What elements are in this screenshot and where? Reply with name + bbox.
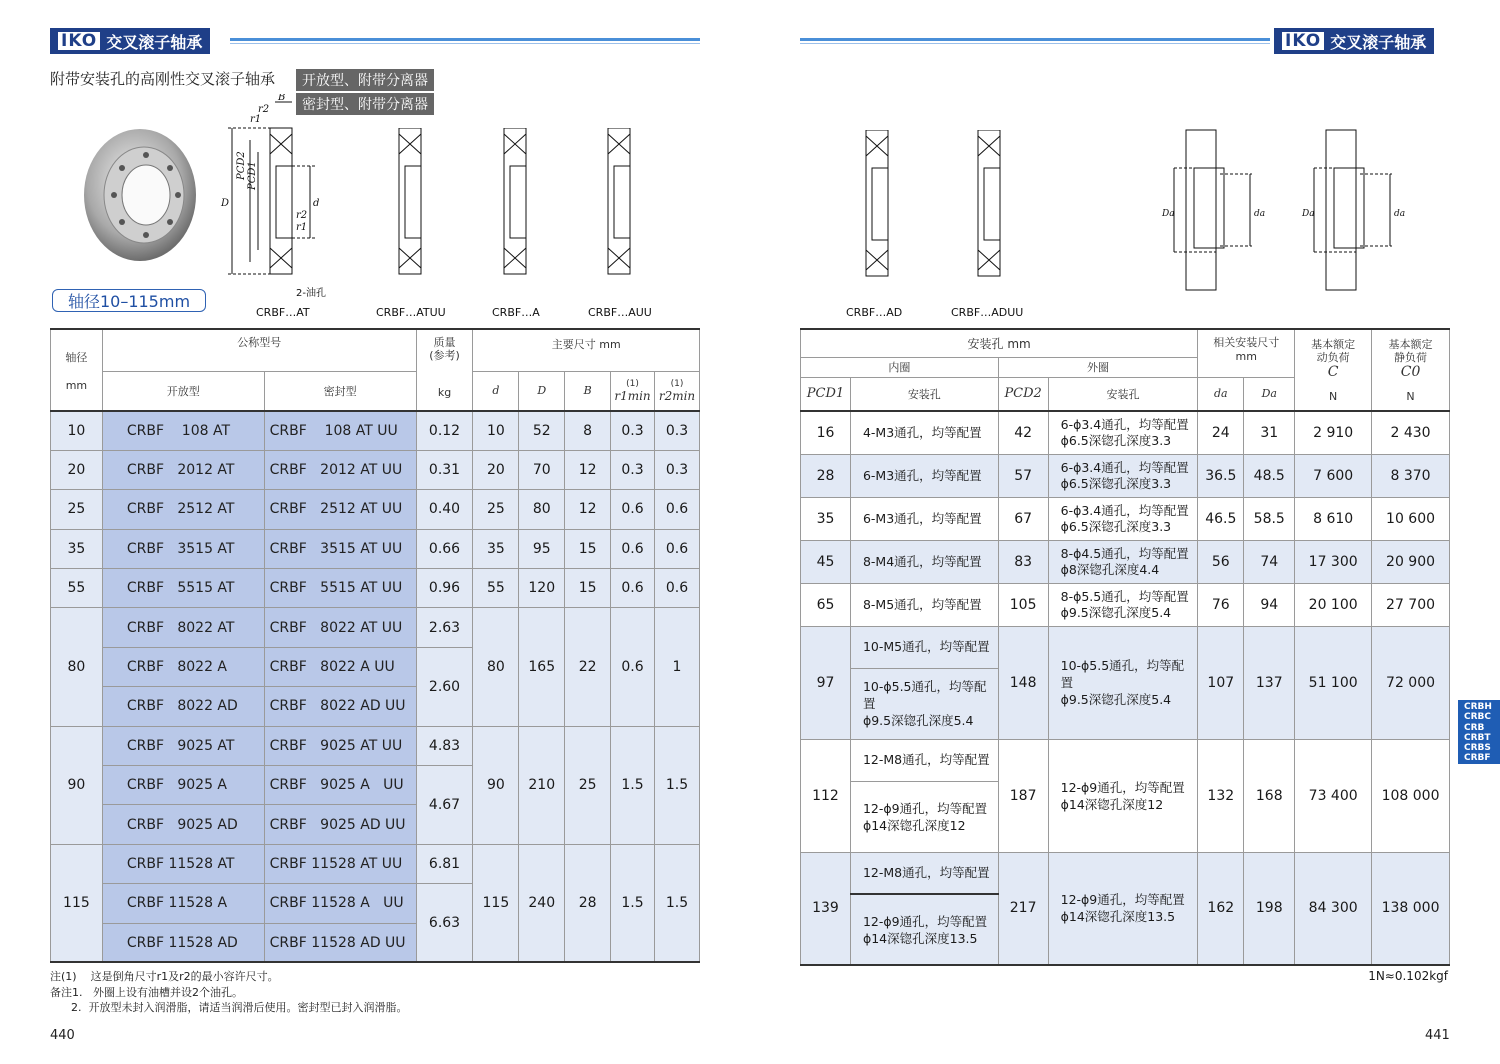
col-dynamic-load: 基本额定 动负荷 C N: [1295, 329, 1372, 411]
mass-cell: 0.40: [416, 490, 473, 529]
open-model-cell: CRBF 11528 A: [102, 884, 264, 923]
sealed-model-cell: CRBF 11528 AD UU: [264, 923, 416, 962]
col-B: B: [565, 371, 611, 411]
type-tag-open: 开放型、附带分离器: [296, 69, 434, 91]
product-category: 交叉滚子轴承: [106, 32, 203, 52]
dim-label-B: B: [278, 94, 286, 103]
pcd2-cell: 105: [998, 583, 1048, 626]
da-cell: 76: [1198, 583, 1244, 626]
col-dims-group: 主要尺寸 mm: [473, 329, 700, 371]
section-ad: [862, 130, 892, 280]
col-mount-group: 安装孔 mm: [801, 329, 1198, 357]
open-model-cell: CRBF 5515 AT: [102, 569, 264, 608]
caption-atuu: CRBF…ATUU: [376, 306, 446, 319]
footnote-1: 注(1) 这是倒角尺寸r1及r2的最小容许尺寸。: [50, 970, 279, 983]
D-cell: 95: [519, 529, 565, 568]
header-rule: [230, 38, 700, 41]
shaft-cell: 115: [51, 844, 103, 962]
dimensions-table: [50, 328, 700, 963]
mass-cell: 2.60: [416, 647, 473, 726]
mass-cell: 2.63: [416, 608, 473, 647]
r1-cell: 0.6: [611, 569, 655, 608]
pcd2-cell: 148: [998, 626, 1048, 739]
mass-cell: 6.63: [416, 884, 473, 963]
side-tab-item: CRBH: [1464, 702, 1492, 712]
d-cell: 10: [473, 411, 519, 450]
pcd1-cell: 16: [801, 411, 851, 454]
col-model-group: 公称型号: [102, 329, 416, 371]
mounting-diagram-1: [1160, 128, 1270, 294]
side-tab-item: CRBF: [1464, 753, 1491, 764]
col-open: 开放型: [102, 371, 264, 411]
bearing-photo: [80, 120, 200, 270]
Da-cell: 137: [1244, 626, 1295, 739]
brand-bar-right: [1274, 28, 1434, 54]
open-model-cell: CRBF 9025 AD: [102, 805, 264, 844]
B-cell: 12: [565, 450, 611, 489]
footnotes: [50, 969, 407, 1016]
outer-hole-cell: 8-ϕ4.5通孔，均等配置 ϕ8深锪孔深度4.4: [1048, 540, 1198, 583]
caption-ad: CRBF…AD: [846, 306, 903, 319]
caption-aduu: CRBF…ADUU: [951, 306, 1024, 319]
page-number-left: 440: [50, 1028, 75, 1043]
shaft-cell: 25: [51, 490, 103, 529]
inner-hole-cell: 12-ϕ9通孔，均等配置 ϕ14深锪孔深度12: [850, 781, 998, 852]
inner-hole-cell: 6-M3通孔，均等配置: [850, 454, 998, 497]
r2-cell: 0.6: [654, 490, 699, 529]
sealed-model-cell: CRBF 11528 AT UU: [264, 844, 416, 883]
B-cell: 28: [565, 844, 611, 962]
C0-cell: 72 000: [1372, 626, 1450, 739]
inner-hole-cell: 12-M8通孔，均等配置: [850, 739, 998, 781]
dim-label-r2: r2: [258, 104, 270, 115]
pcd2-cell: 83: [998, 540, 1048, 583]
dim-label-pcd1: PCD1: [247, 161, 258, 190]
col-d: d: [473, 371, 519, 411]
C0-cell: 108 000: [1372, 739, 1450, 852]
Da-cell: 168: [1244, 739, 1295, 852]
r1-cell: 0.6: [611, 529, 655, 568]
da-cell: 36.5: [1198, 454, 1244, 497]
r1-cell: 0.3: [611, 450, 655, 489]
shaft-cell: 35: [51, 529, 103, 568]
C0-cell: 138 000: [1372, 852, 1450, 965]
d-cell: 20: [473, 450, 519, 489]
r1-cell: 1.5: [611, 844, 655, 962]
table-row: [51, 529, 700, 568]
pcd2-cell: 57: [998, 454, 1048, 497]
side-tab-item: CRBT: [1464, 732, 1491, 743]
C0-cell: 8 370: [1372, 454, 1450, 497]
shaft-cell: 55: [51, 569, 103, 608]
outer-hole-cell: 12-ϕ9通孔，均等配置 ϕ14深锪孔深度12: [1048, 739, 1198, 852]
dim-label-pcd2: PCD2: [236, 151, 247, 180]
open-model-cell: CRBF 9025 AT: [102, 726, 264, 765]
d-cell: 55: [473, 569, 519, 608]
pcd1-cell: 28: [801, 454, 851, 497]
mass-cell: 4.67: [416, 766, 473, 845]
inner-hole-cell: 8-M4通孔，均等配置: [850, 540, 998, 583]
C-cell: 73 400: [1295, 739, 1372, 852]
table-row: [801, 739, 1450, 781]
outer-hole-cell: 10-ϕ5.5通孔，均等配置 ϕ9.5深锪孔深度5.4: [1048, 626, 1198, 739]
B-cell: 12: [565, 490, 611, 529]
r2-cell: 1.5: [654, 726, 699, 844]
B-cell: 15: [565, 529, 611, 568]
product-category: 交叉滚子轴承: [1330, 32, 1427, 52]
open-model-cell: CRBF 11528 AD: [102, 923, 264, 962]
mass-cell: 4.83: [416, 726, 473, 765]
open-model-cell: CRBF 108 AT: [102, 411, 264, 450]
d-cell: 90: [473, 726, 519, 844]
inner-hole-cell: 10-ϕ5.5通孔，均等配置 ϕ9.5深锪孔深度5.4: [850, 668, 998, 739]
sealed-model-cell: CRBF 8022 A UU: [264, 647, 416, 686]
header-rule-thin: [800, 43, 1270, 44]
r1-cell: 1.5: [611, 726, 655, 844]
dim-label-da: da: [1394, 209, 1406, 219]
mass-cell: 6.81: [416, 844, 473, 883]
C-cell: 7 600: [1295, 454, 1372, 497]
D-cell: 165: [519, 608, 565, 726]
C-cell: 84 300: [1295, 852, 1372, 965]
page-title: 附带安装孔的高刚性交叉滚子轴承: [50, 70, 276, 88]
D-cell: 240: [519, 844, 565, 962]
table-row: [51, 411, 700, 450]
sealed-model-cell: CRBF 11528 A UU: [264, 884, 416, 923]
footnote-3: 2. 开放型未封入润滑脂，请适当润滑后使用。密封型已封入润滑脂。: [50, 1001, 408, 1014]
col-related-group: 相关安装尺寸 mm: [1198, 329, 1295, 377]
oil-hole-label: 2-油孔: [296, 288, 326, 299]
outer-hole-cell: 8-ϕ5.5通孔，均等配置 ϕ9.5深锪孔深度5.4: [1048, 583, 1198, 626]
table-row: [801, 454, 1450, 497]
series-side-tab[interactable]: [1458, 700, 1500, 764]
inner-hole-cell: 8-M5通孔，均等配置: [850, 583, 998, 626]
header-rule: [800, 38, 1270, 41]
dim-label-r2-inner: r2: [296, 210, 308, 221]
C0-cell: 20 900: [1372, 540, 1450, 583]
r2-cell: 1: [654, 608, 699, 726]
pcd1-cell: 65: [801, 583, 851, 626]
footnote-2: 备注1. 外圈上设有油槽并设2个油孔。: [50, 985, 243, 999]
D-cell: 80: [519, 490, 565, 529]
table-row: [801, 626, 1450, 668]
table-row: [51, 569, 700, 608]
open-model-cell: CRBF 9025 A: [102, 766, 264, 805]
C-cell: 17 300: [1295, 540, 1372, 583]
B-cell: 22: [565, 608, 611, 726]
sealed-model-cell: CRBF 9025 AT UU: [264, 726, 416, 765]
Da-cell: 198: [1244, 852, 1295, 965]
table-row: [51, 450, 700, 489]
table-row: [51, 490, 700, 529]
table-row: [51, 608, 700, 647]
r1-cell: 0.6: [611, 608, 655, 726]
pcd2-cell: 217: [998, 852, 1048, 965]
shaft-range-badge: 轴径10–115mm: [52, 289, 206, 312]
B-cell: 8: [565, 411, 611, 450]
da-cell: 107: [1198, 626, 1244, 739]
D-cell: 52: [519, 411, 565, 450]
D-cell: 210: [519, 726, 565, 844]
section-auu: [604, 128, 634, 278]
caption-at: CRBF…AT: [256, 306, 310, 319]
sealed-model-cell: CRBF 108 AT UU: [264, 411, 416, 450]
r2-cell: 1.5: [654, 844, 699, 962]
dim-label-r1: r1: [250, 114, 262, 125]
open-model-cell: CRBF 2512 AT: [102, 490, 264, 529]
side-tab-item: CRBS: [1464, 743, 1491, 754]
pcd2-cell: 42: [998, 411, 1048, 454]
iko-logo: IKO: [1282, 32, 1324, 50]
table-row: [801, 497, 1450, 540]
sealed-model-cell: CRBF 5515 AT UU: [264, 569, 416, 608]
C0-cell: 10 600: [1372, 497, 1450, 540]
open-model-cell: CRBF 2012 AT: [102, 450, 264, 489]
col-pcd2: PCD2: [998, 377, 1048, 411]
C-cell: 51 100: [1295, 626, 1372, 739]
pcd1-cell: 112: [801, 739, 851, 852]
r2-cell: 0.6: [654, 529, 699, 568]
mass-cell: 0.12: [416, 411, 473, 450]
C-cell: 8 610: [1295, 497, 1372, 540]
pcd1-cell: 45: [801, 540, 851, 583]
col-sealed: 密封型: [264, 371, 416, 411]
type-tag-sealed: 密封型、附带分离器: [296, 93, 434, 115]
sealed-model-cell: CRBF 9025 A UU: [264, 766, 416, 805]
outer-hole-cell: 6-ϕ3.4通孔，均等配置 ϕ6.5深锪孔深度3.3: [1048, 411, 1198, 454]
inner-hole-cell: 12-ϕ9通孔，均等配置 ϕ14深锪孔深度13.5: [850, 894, 998, 965]
C-cell: 20 100: [1295, 583, 1372, 626]
d-cell: 25: [473, 490, 519, 529]
r1-cell: 0.6: [611, 490, 655, 529]
B-cell: 25: [565, 726, 611, 844]
D-cell: 120: [519, 569, 565, 608]
mounting-diagram-2: [1300, 128, 1410, 294]
open-model-cell: CRBF 8022 AT: [102, 608, 264, 647]
D-cell: 70: [519, 450, 565, 489]
unit-conversion: 1N≈0.102kgf: [1368, 969, 1448, 983]
caption-auu: CRBF…AUU: [588, 306, 652, 319]
sealed-model-cell: CRBF 8022 AT UU: [264, 608, 416, 647]
table-row: [801, 540, 1450, 583]
dim-label-Da: Da: [1162, 209, 1175, 219]
r1-cell: 0.3: [611, 411, 655, 450]
sealed-model-cell: CRBF 2012 AT UU: [264, 450, 416, 489]
col-Da: Da: [1244, 377, 1295, 411]
page-number-right: 441: [1425, 1028, 1450, 1043]
header-rule-thin: [230, 43, 700, 44]
r2-cell: 0.6: [654, 569, 699, 608]
pcd1-cell: 139: [801, 852, 851, 965]
r2-cell: 0.3: [654, 411, 699, 450]
shaft-cell: 10: [51, 411, 103, 450]
C0-cell: 27 700: [1372, 583, 1450, 626]
section-atuu: [395, 128, 425, 278]
table-row: [801, 411, 1450, 454]
shaft-cell: 20: [51, 450, 103, 489]
col-pcd1: PCD1: [801, 377, 851, 411]
outer-hole-cell: 6-ϕ3.4通孔，均等配置 ϕ6.5深锪孔深度3.3: [1048, 497, 1198, 540]
outer-hole-cell: 12-ϕ9通孔，均等配置 ϕ14深锪孔深度13.5: [1048, 852, 1198, 965]
d-cell: 80: [473, 608, 519, 726]
col-da: da: [1198, 377, 1244, 411]
side-tab-item: CRB: [1464, 722, 1485, 733]
inner-hole-cell: 10-M5通孔，均等配置: [850, 626, 998, 668]
mass-cell: 0.66: [416, 529, 473, 568]
table-row: [51, 726, 700, 765]
sealed-model-cell: CRBF 8022 AD UU: [264, 687, 416, 726]
col-shaft: 轴径 mm: [51, 329, 103, 411]
col-r2: (1) r2min: [654, 371, 699, 411]
da-cell: 24: [1198, 411, 1244, 454]
da-cell: 162: [1198, 852, 1244, 965]
inner-hole-cell: 12-M8通孔，均等配置: [850, 852, 998, 894]
inner-hole-cell: 6-M3通孔，均等配置: [850, 497, 998, 540]
open-model-cell: CRBF 8022 A: [102, 647, 264, 686]
da-cell: 132: [1198, 739, 1244, 852]
pcd2-cell: 187: [998, 739, 1048, 852]
open-model-cell: CRBF 11528 AT: [102, 844, 264, 883]
open-model-cell: CRBF 3515 AT: [102, 529, 264, 568]
col-inner: 内圈: [801, 357, 999, 377]
outer-hole-cell: 6-ϕ3.4通孔，均等配置 ϕ6.5深锪孔深度3.3: [1048, 454, 1198, 497]
d-cell: 115: [473, 844, 519, 962]
mass-cell: 0.96: [416, 569, 473, 608]
section-a: [500, 128, 530, 278]
Da-cell: 31: [1244, 411, 1295, 454]
pcd2-cell: 67: [998, 497, 1048, 540]
iko-logo: IKO: [58, 32, 100, 50]
col-D: D: [519, 371, 565, 411]
da-cell: 46.5: [1198, 497, 1244, 540]
open-model-cell: CRBF 8022 AD: [102, 687, 264, 726]
col-outer: 外圈: [998, 357, 1198, 377]
pcd1-cell: 97: [801, 626, 851, 739]
dim-label-D: D: [221, 198, 230, 209]
caption-a: CRBF…A: [492, 306, 540, 319]
col-inner-hole: 安装孔: [850, 377, 998, 411]
mounting-table: [800, 328, 1450, 966]
inner-hole-cell: 4-M3通孔，均等配置: [850, 411, 998, 454]
dim-label-Da: Da: [1302, 209, 1315, 219]
bearing-section-diagram: [220, 94, 350, 304]
col-r1: (1) r1min: [611, 371, 655, 411]
shaft-cell: 80: [51, 608, 103, 726]
shaft-cell: 90: [51, 726, 103, 844]
Da-cell: 48.5: [1244, 454, 1295, 497]
r2-cell: 0.3: [654, 450, 699, 489]
table-row: [801, 583, 1450, 626]
table-row: [801, 852, 1450, 894]
side-tab-item: CRBC: [1464, 712, 1491, 723]
Da-cell: 74: [1244, 540, 1295, 583]
d-cell: 35: [473, 529, 519, 568]
pcd1-cell: 35: [801, 497, 851, 540]
col-mass: 质量 (参考) kg: [416, 329, 473, 411]
Da-cell: 94: [1244, 583, 1295, 626]
mass-cell: 0.31: [416, 450, 473, 489]
C-cell: 2 910: [1295, 411, 1372, 454]
Da-cell: 58.5: [1244, 497, 1295, 540]
col-outer-hole: 安装孔: [1048, 377, 1198, 411]
dim-label-r1-inner: r1: [296, 222, 308, 233]
sealed-model-cell: CRBF 3515 AT UU: [264, 529, 416, 568]
col-static-load: 基本额定 静负荷 C0 N: [1372, 329, 1450, 411]
sealed-model-cell: CRBF 2512 AT UU: [264, 490, 416, 529]
dim-label-da: da: [1254, 209, 1266, 219]
sealed-model-cell: CRBF 9025 AD UU: [264, 805, 416, 844]
C0-cell: 2 430: [1372, 411, 1450, 454]
section-aduu: [974, 130, 1004, 280]
table-row: [51, 844, 700, 883]
B-cell: 15: [565, 569, 611, 608]
dim-label-d: d: [313, 198, 320, 209]
da-cell: 56: [1198, 540, 1244, 583]
brand-bar-left: [50, 28, 210, 54]
